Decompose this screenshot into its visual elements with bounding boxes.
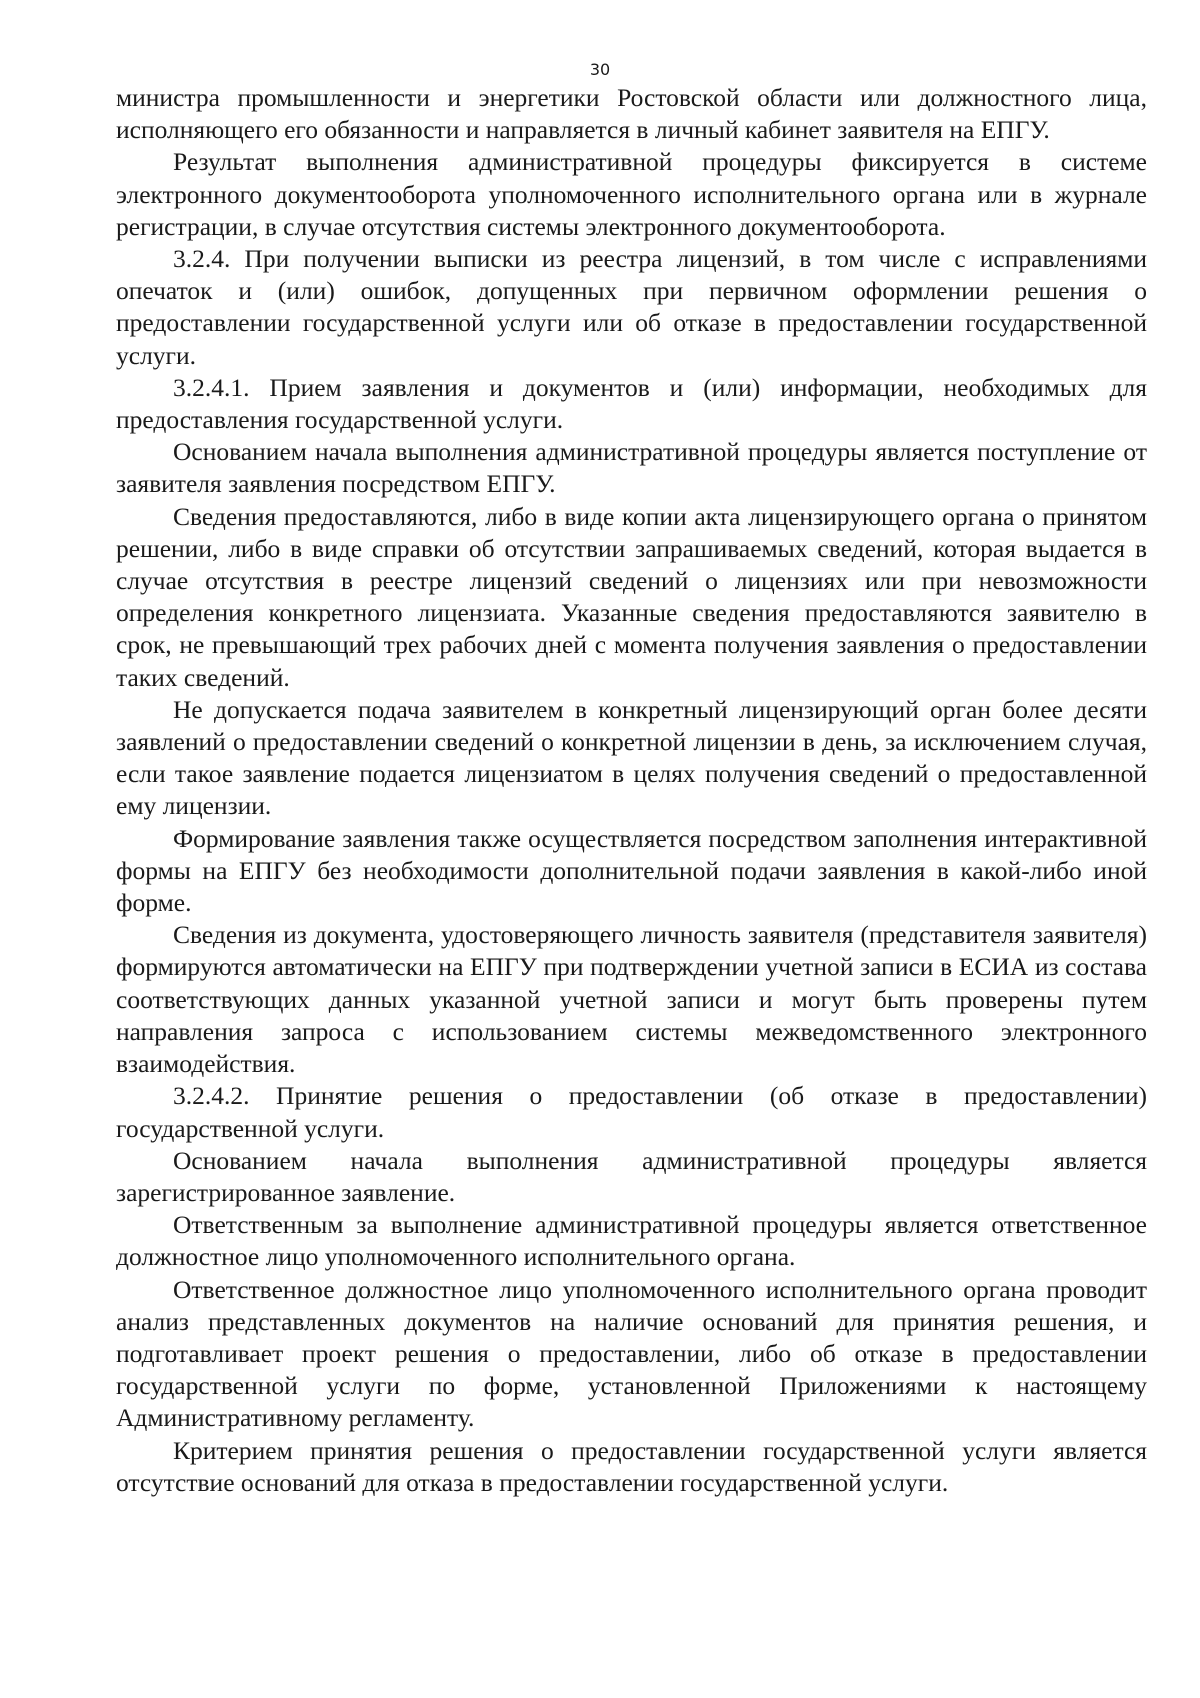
paragraph-identity-data: Сведения из документа, удостоверяющего личность заявителя (представителя заявителя) формируются автоматически на ЕПГУ при подтверждении учетной записи в ЕСИА из состава соответствующих данных указанной учетной записи и могут быть проверены путем направления запроса с использованием системы межведомственного электронного взаимодействия. [116,920,1147,1079]
paragraph-continuation: министра промышленности и энергетики Ростовской области или должностного лица, исполняющего его обязанности и направляется в личный кабинет заявителя на ЕПГУ. [116,83,1147,145]
paragraph-result-recording: Результат выполнения административной процедуры фиксируется в системе электронного документооборота уполномоченного исполнительного органа или в журнале регистрации, в случае отсутствия системы электронного документооборота. [116,147,1147,241]
paragraph-procedure-basis: Основанием начала выполнения административной процедуры является поступление от заявителя заявления посредством ЕПГУ. [116,437,1147,499]
document-body [116,82,1147,1499]
paragraph-document-analysis: Ответственное должностное лицо уполномоченного исполнительного органа проводит анализ представленных документов на наличие оснований для принятия решения, и подготавливает проект решения о предоставлении, либо об отказе в предоставлении государственной услуги по форме, установленной Приложениями к настоящему Административному регламенту. [116,1274,1147,1433]
page-number: 30 [589,60,611,79]
paragraph-3-2-4-2: 3.2.4.2. Принятие решения о предоставлении (об отказе в предоставлении) государственной услуги. [116,1081,1147,1143]
paragraph-responsible-official: Ответственным за выполнение административной процедуры является ответственное должностное лицо уполномоченного исполнительного органа. [116,1210,1147,1272]
paragraph-registered-application-basis: Основанием начала выполнения административной процедуры является зарегистрированное заявление. [116,1145,1147,1207]
paragraph-interactive-form: Формирование заявления также осуществляется посредством заполнения интерактивной формы на ЕПГУ без необходимости дополнительной подачи заявления в какой-либо иной форме. [116,823,1147,918]
paragraph-submission-limit: Не допускается подача заявителем в конкретный лицензирующий орган более десяти заявлений о предоставлении сведений о конкретной лицензии в день, за исключением случая, если такое заявление подается лицензиатом в целях получения сведений о предоставленной ему лицензии. [116,694,1147,821]
paragraph-decision-criterion: Критерием принятия решения о предоставлении государственной услуги является отсутствие оснований для отказа в предоставлении государственной услуги. [116,1435,1147,1497]
paragraph-information-provision: Сведения предоставляются, либо в виде копии акта лицензирующего органа о принятом решении, либо в виде справки об отсутствии запрашиваемых сведений, которая выдается в случае отсутствия в реестре лицензий сведений о лицензиях или при невозможности определения конкретного лицензиата. Указанные сведения предоставляются заявителю в срок, не превышающий трех рабочих дней с момента получения заявления о предоставлении таких сведений. [116,501,1147,692]
paragraph-3-2-4: 3.2.4. При получении выписки из реестра лицензий, в том числе с исправлениями опечаток и (или) ошибок, допущенных при первичном оформлении решения о предоставлении государственной услуги или об отказе в предоставлении государственной услуги. [116,244,1147,370]
paragraph-3-2-4-1: 3.2.4.1. Прием заявления и документов и (или) информации, необходимых для предоставления государственной услуги. [116,372,1147,435]
